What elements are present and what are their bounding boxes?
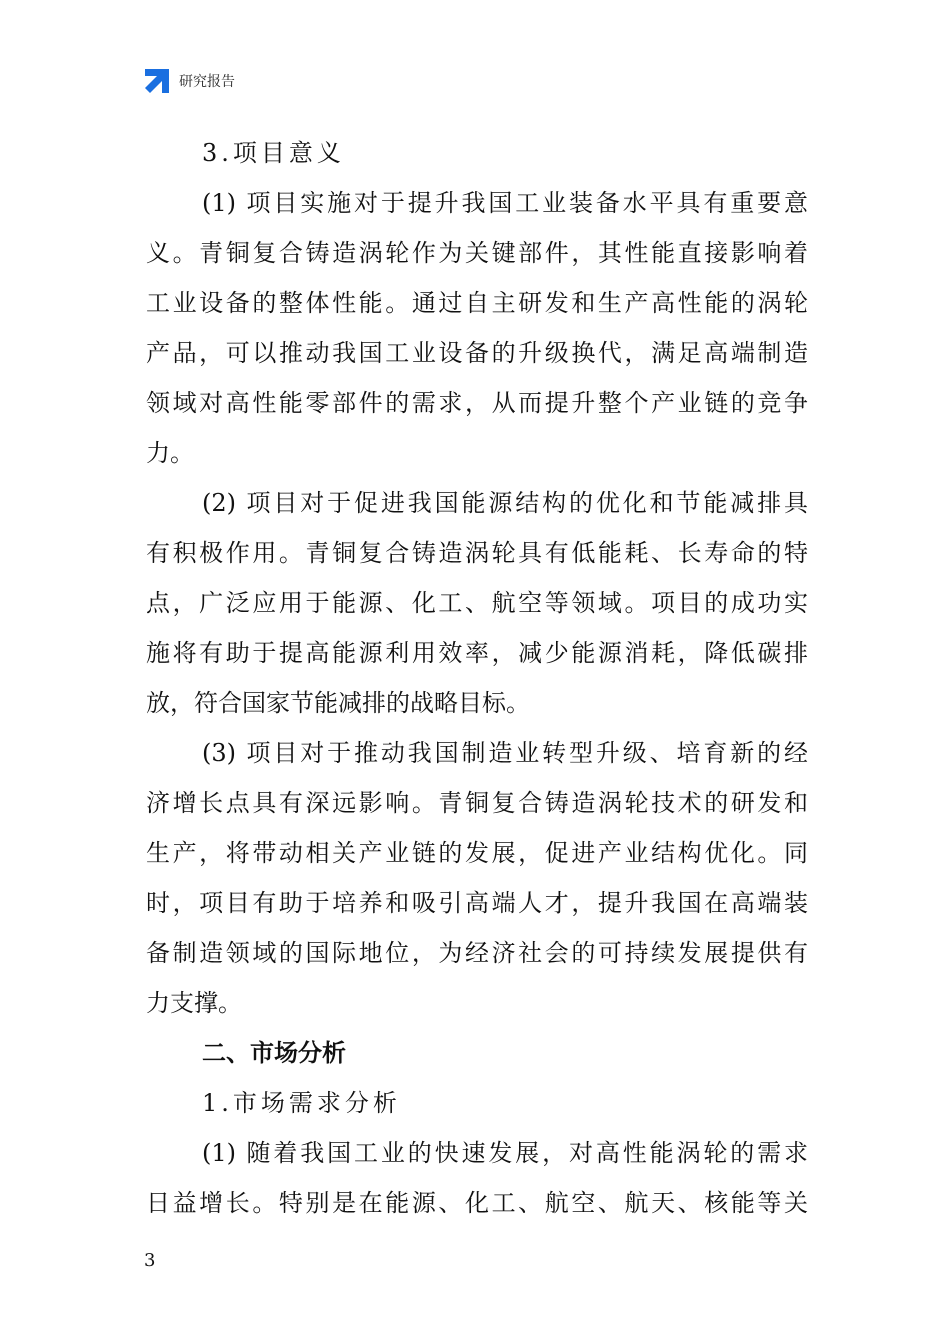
document-body — [146, 128, 808, 1228]
paragraph-line: 领域对高性能零部件的需求，从而提升整个产业链的竞争 — [146, 389, 808, 417]
paragraph-line: 生产，将带动相关产业链的发展，促进产业结构优化。同 — [146, 839, 808, 867]
paragraph-line: 力。 — [146, 439, 194, 467]
paragraph-line: 点，广泛应用于能源、化工、航空等领域。项目的成功实 — [146, 589, 808, 617]
paragraph-line: (2) 项目对于促进我国能源结构的优化和节能减排具 — [202, 489, 808, 517]
paragraph-line: 时，项目有助于培养和吸引高端人才，提升我国在高端装 — [146, 889, 808, 917]
paragraph-line: 放，符合国家节能减排的战略目标。 — [146, 689, 530, 717]
section-heading: 3.项目意义 — [202, 139, 345, 167]
paragraph-line: (1) 随着我国工业的快速发展，对高性能涡轮的需求 — [202, 1139, 808, 1167]
diagonal-arrow-logo-icon — [145, 69, 169, 93]
paragraph-line: 工业设备的整体性能。通过自主研发和生产高性能的涡轮 — [146, 289, 808, 317]
paragraph-line: 施将有助于提高能源利用效率，减少能源消耗，降低碳排 — [146, 639, 808, 667]
report-header — [145, 69, 235, 93]
section-heading: 1.市场需求分析 — [202, 1089, 401, 1117]
paragraph-line: 产品，可以推动我国工业设备的升级换代，满足高端制造 — [146, 339, 808, 367]
paragraph-line: 义。青铜复合铸造涡轮作为关键部件，其性能直接影响着 — [146, 239, 808, 267]
paragraph-line: 有积极作用。青铜复合铸造涡轮具有低能耗、长寿命的特 — [146, 539, 808, 567]
chapter-heading: 二、市场分析 — [202, 1039, 346, 1067]
paragraph-line: 日益增长。特别是在能源、化工、航空、航天、核能等关 — [146, 1189, 808, 1217]
paragraph-line: 济增长点具有深远影响。青铜复合铸造涡轮技术的研发和 — [146, 789, 808, 817]
paragraph-line: 备制造领域的国际地位，为经济社会的可持续发展提供有 — [146, 939, 808, 967]
header-title: 研究报告 — [179, 74, 235, 90]
page-number: 3 — [144, 1250, 156, 1271]
paragraph-line: (1) 项目实施对于提升我国工业装备水平具有重要意 — [202, 189, 808, 217]
paragraph-line: (3) 项目对于推动我国制造业转型升级、培育新的经 — [202, 739, 808, 767]
paragraph-line: 力支撑。 — [146, 989, 242, 1017]
